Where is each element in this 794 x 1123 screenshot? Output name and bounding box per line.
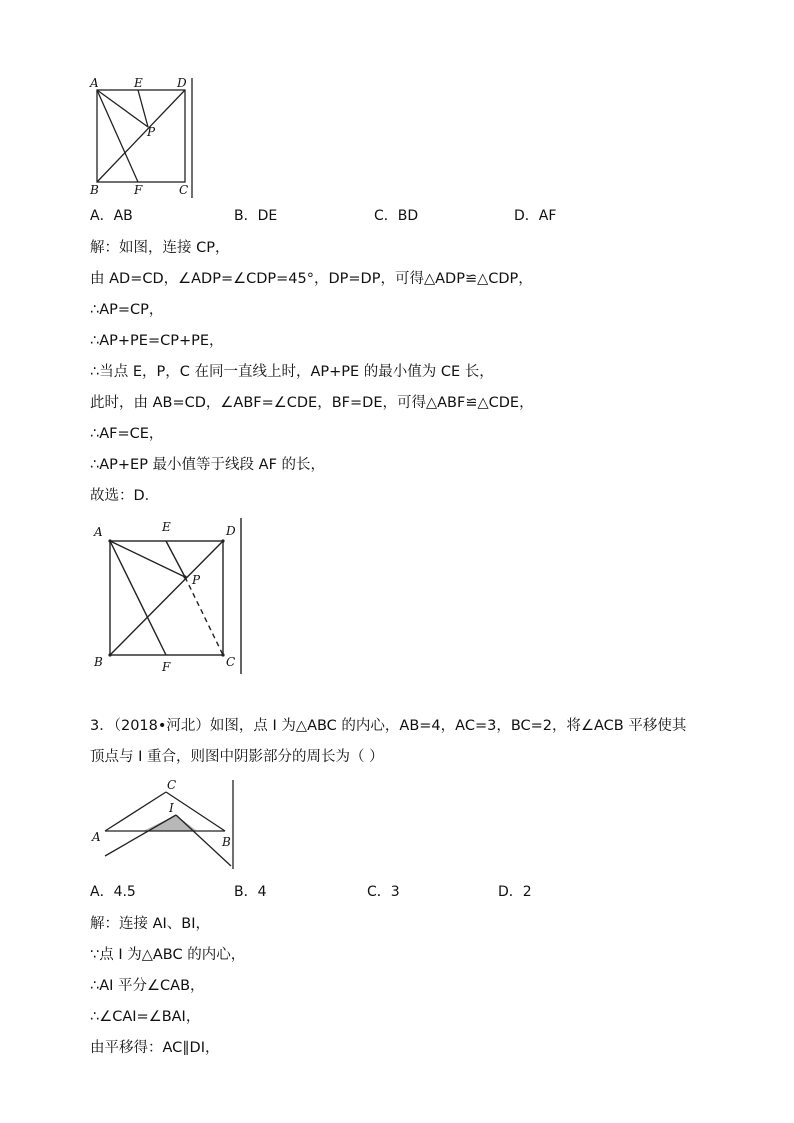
label-p: P: [192, 573, 201, 587]
label-a: A: [90, 76, 99, 90]
solution-line: ∴∠CAI=∠BAI，: [90, 1009, 201, 1025]
option-a: A．AB: [90, 208, 133, 224]
option-d: D．2: [498, 884, 532, 900]
solution-line: 故选：D．: [90, 488, 160, 504]
label-e: E: [162, 520, 171, 534]
option-c: C．BD: [374, 208, 419, 224]
figure-square-1: [88, 74, 198, 200]
segment-af: [97, 90, 138, 182]
solution-line: 解：如图，连接 CP，: [90, 240, 230, 256]
solution-line: 由 AD=CD，∠ADP=∠CDP=45°，DP=DP，可得△ADP≌△CDP，: [90, 271, 533, 287]
solution-line: ∴AI 平分∠CAB，: [90, 978, 205, 994]
translated-side-1: [105, 815, 176, 856]
label-p: P: [147, 125, 156, 139]
option-d: D．AF: [514, 208, 557, 224]
option-c: C．3: [367, 884, 400, 900]
label-b: B: [90, 183, 99, 197]
solution-line: 解：连接 AI、BI，: [90, 916, 211, 932]
label-c: C: [226, 655, 236, 669]
label-b: B: [222, 835, 231, 849]
segment-ap: [110, 541, 185, 577]
label-c: C: [167, 778, 177, 792]
label-c: C: [179, 183, 189, 197]
label-e: E: [134, 76, 143, 90]
label-b: B: [94, 655, 103, 669]
label-a: A: [94, 525, 103, 539]
solution-line: ∴当点 E，P，C 在同一直线上时，AP+PE 的最小值为 CE 长，: [90, 364, 494, 380]
solution-line: ∴AF=CE，: [90, 426, 164, 442]
option-b: B．4: [234, 884, 267, 900]
label-d: D: [226, 524, 236, 538]
figure-triangle-incenter: [88, 776, 238, 870]
diagonal-bd: [97, 90, 185, 182]
question-stem-line: 3．（2018•河北）如图，点 I 为△ABC 的内心，AB=4，AC=3，BC=2，将∠ACB 平移使其: [90, 718, 687, 734]
solution-line: ∵点 I 为△ABC 的内心，: [90, 947, 246, 963]
label-f: F: [134, 183, 143, 197]
label-f: F: [162, 660, 171, 674]
option-a: A．4.5: [90, 884, 136, 900]
option-b: B．DE: [234, 208, 278, 224]
label-a: A: [92, 830, 101, 844]
question-stem-line: 顶点与 I 重合，则图中阴影部分的周长为（ ）: [90, 749, 384, 765]
figure-square-2: [88, 514, 248, 676]
diagonal-bd: [110, 541, 223, 655]
segment-ep: [166, 541, 185, 577]
solution-line: ∴AP+EP 最小值等于线段 AF 的长，: [90, 457, 326, 473]
solution-line: 此时，由 AB=CD，∠ABF=∠CDE，BF=DE，可得△ABF≌△CDE，: [90, 395, 534, 411]
label-d: D: [177, 76, 187, 90]
segment-af: [110, 541, 166, 655]
solution-line: ∴AP=CP，: [90, 302, 164, 318]
segment-pc-dashed: [185, 577, 223, 655]
solution-line: ∴AP+PE=CP+PE，: [90, 333, 224, 349]
label-i: I: [169, 801, 174, 815]
shaded-triangle: [143, 815, 197, 831]
solution-line: 由平移得：AC∥DI，: [90, 1040, 220, 1056]
